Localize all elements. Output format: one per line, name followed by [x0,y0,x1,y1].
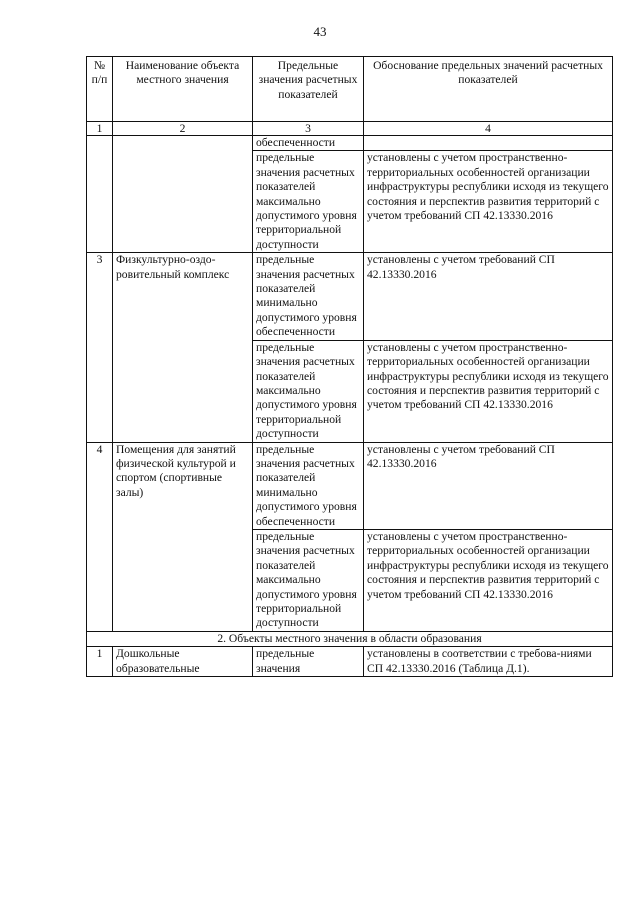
header-basis: Обоснование предельных значений расчетных показателей [364,57,613,122]
table-row [87,136,613,151]
table-row [87,647,613,677]
basis-cell: установлены с учетом пространственно-территориальных особенностей организации инфраструктуры республики исходя из текущего состояния и перспектив развития территорий с учетом требований СП 42.13330.2016 [364,340,613,442]
table-row [87,442,613,529]
row-number [87,136,113,253]
basis-cell: установлены с учетом пространственно-территориальных особенностей организации инфраструктуры республики исходя из текущего состояния и перспектив развития территорий с учетом требований СП 42.13330.2016 [364,151,613,253]
object-name: Помещения для занятий физической культурой и спортом (спортивные залы) [113,442,253,631]
header-indicators: Предельные значения расчетных показателей [253,57,364,122]
basis-cell: установлены в соответствии с требова-ниями СП 42.13330.2016 (Таблица Д.1). [364,647,613,677]
column-index: 1 [87,122,113,136]
basis-cell: установлены с учетом пространственно-территориальных особенностей организации инфраструктуры республики исходя из текущего состояния и перспектив развития территорий с учетом требований СП 42.13330.2016 [364,529,613,631]
indicator-cell: обеспеченности [253,136,364,151]
object-name: Дошкольные образовательные [113,647,253,677]
object-name [113,136,253,253]
indicator-cell: предельные значения расчетных показателей минимально допустимого уровня обеспеченности [253,253,364,340]
basis-cell: установлены с учетом требований СП 42.13330.2016 [364,253,613,340]
indicator-cell: предельные значения расчетных показателей максимально допустимого уровня территориальной доступности [253,340,364,442]
column-index: 3 [253,122,364,136]
column-index: 4 [364,122,613,136]
table-header-row [87,57,613,122]
basis-cell: установлены с учетом требований СП 42.13330.2016 [364,442,613,529]
column-index-row [87,122,613,136]
table-row [87,253,613,340]
indicator-cell: предельные значения расчетных показателей максимально допустимого уровня территориальной доступности [253,151,364,253]
indicator-cell: предельные значения расчетных показателей максимально допустимого уровня территориальной доступности [253,529,364,631]
basis-cell [364,136,613,151]
header-object-name: Наименование объекта местного значения [113,57,253,122]
row-number: 1 [87,647,113,677]
row-number: 3 [87,253,113,442]
row-number: 4 [87,442,113,631]
page-number: 43 [313,24,327,39]
column-index: 2 [113,122,253,136]
section-heading-row [87,631,613,646]
indicator-cell: предельные значения расчетных показателей минимально допустимого уровня обеспеченности [253,442,364,529]
indicators-table [86,56,613,677]
header-number: № п/п [87,57,113,122]
indicator-cell: предельные значения [253,647,364,677]
object-name: Физкультурно-оздо-ровительный комплекс [113,253,253,442]
section-title: 2. Объекты местного значения в области образования [87,631,613,646]
